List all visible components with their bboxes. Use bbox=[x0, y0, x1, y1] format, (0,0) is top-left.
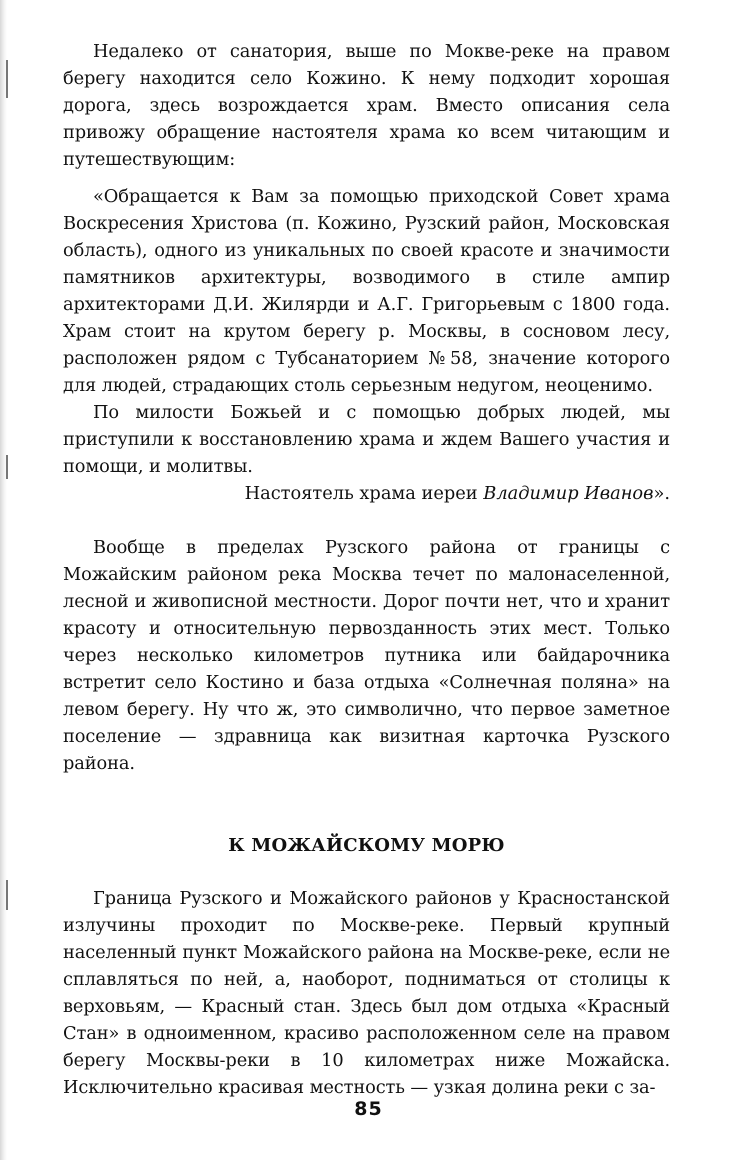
paragraph-mozhaysk: Граница Рузского и Можайского районов у Красностанской излучины проходит по Москве-реке. Первый крупный населенный пункт Можайского района на Москве-реке, если не сплавляться по ней, а, наоборот, подниматься от столицы к верховьям, — Красный стан. Здесь был дом отдыха «Красный Стан» в одноименном, красиво расположенном селе на правом берегу Москвы-реки в 10 километрах ниже Можайска. Исключительно красивая местность — узкая долина реки с за- bbox=[63, 888, 670, 1098]
page-edge-mark bbox=[6, 60, 8, 98]
page-edge-mark bbox=[6, 880, 8, 910]
page-edge-shadow bbox=[0, 0, 7, 1160]
page-edge-mark bbox=[6, 455, 8, 479]
signature-line bbox=[63, 480, 670, 507]
paragraph-appeal: «Обращается к Вам за помощью приходской Совет храма Воскресения Христова (п. Кожино, Рузский район, Московская область), одного из уникальных по своей красоте и значимости памятников архитектуры, возводимого в стиле ампир архитекторами Д.И. Жилярди и А.Г. Григорьевым с 1800 года. Храм стоит на крутом берегу р. Москвы, в сосновом лесу, расположен рядом с Тубсанаторием №58, значение которого для людей, страдающих столь серьезным недугом, неоценимо. bbox=[63, 186, 670, 396]
page-content bbox=[63, 38, 670, 1101]
paragraph-intro: Недалеко от санатория, выше по Мокве-реке на правом берегу находится село Кожино. К нему подходит хорошая дорога, здесь возрождается храм. Вместо описания села привожу обращение настоятеля храма ко всем читающим и путешествующим: bbox=[63, 41, 670, 170]
signature-suffix: ». bbox=[653, 483, 670, 504]
paragraph-ruza-district: Вообще в пределах Рузского района от границы с Можайским районом река Москва течет по малонаселенной, лесной и живописной местности. Дорог почти нет, что и хранит красоту и относительную первозданность этих мест. Только через несколько километров путника или байдарочника встретит село Костино и база отдыха «Солнечная поляна» на левом берегу. Ну что ж, это символично, что первое заметное поселение — здравница как визитная карточка Рузского района. bbox=[63, 537, 670, 774]
signature-prefix: Настоятель храма иереи bbox=[244, 483, 484, 504]
paragraph-appeal-continued: По милости Божьей и с помощью добрых людей, мы приступили к восстановлению храма и ждем Вашего участия и помощи, и молитвы. bbox=[63, 402, 670, 477]
page-number: 85 bbox=[354, 1098, 383, 1120]
section-heading: К МОЖАЙСКОМУ МОРЮ bbox=[228, 835, 505, 856]
signature-name: Владимир Иванов bbox=[483, 483, 654, 504]
